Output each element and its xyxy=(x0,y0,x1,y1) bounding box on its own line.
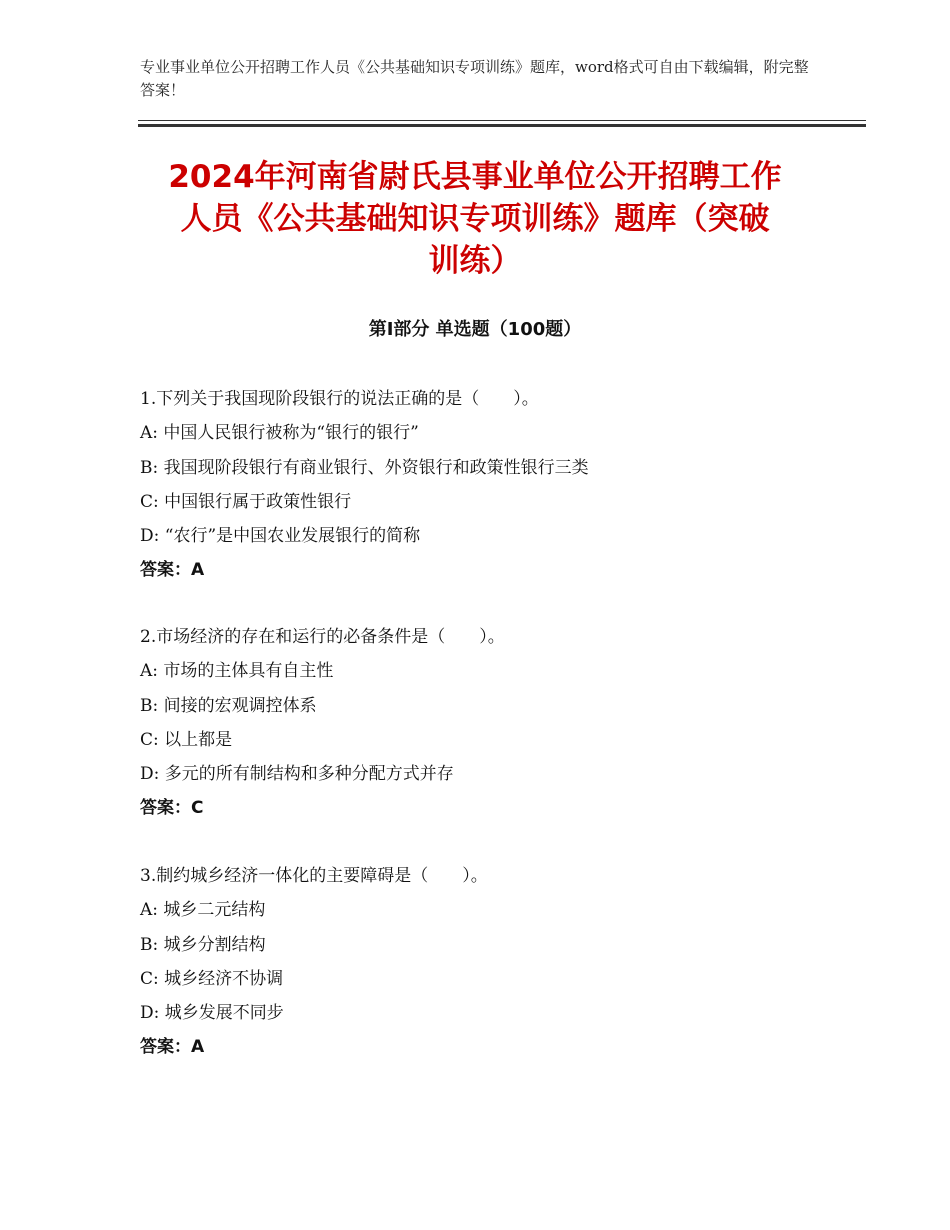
question-1 xyxy=(140,382,860,588)
option-b: B: 我国现阶段银行有商业银行、外资银行和政策性银行三类 xyxy=(140,457,589,478)
question-stem: 2.市场经济的存在和运行的必备条件是（ ）。 xyxy=(140,627,505,647)
question-3 xyxy=(140,859,860,1065)
header-divider-thick xyxy=(138,124,866,127)
option-a: A: 城乡二元结构 xyxy=(140,900,266,921)
title-line-3: 训练） xyxy=(428,243,522,279)
header-divider-thin xyxy=(138,120,866,121)
section-heading: 第I部分 单选题（100题） xyxy=(368,319,582,340)
option-d: D: 多元的所有制结构和多种分配方式并存 xyxy=(140,764,454,785)
option-c: C: 城乡经济不协调 xyxy=(140,968,284,989)
option-c: C: 中国银行属于政策性银行 xyxy=(140,491,352,512)
question-stem: 1.下列关于我国现阶段银行的说法正确的是（ ）。 xyxy=(140,389,539,409)
answer: 答案：A xyxy=(140,560,205,581)
header-note: 专业事业单位公开招聘工作人员《公共基础知识专项训练》题库，word格式可自由下载编辑，附完整答案！ xyxy=(140,58,809,99)
answer: 答案：A xyxy=(140,1037,205,1058)
option-a: A: 市场的主体具有自主性 xyxy=(140,661,334,682)
question-2 xyxy=(140,620,860,826)
option-c: C: 以上都是 xyxy=(140,729,233,750)
option-b: B: 城乡分割结构 xyxy=(140,934,266,955)
option-b: B: 间接的宏观调控体系 xyxy=(140,695,317,716)
title-line-2: 人员《公共基础知识专项训练》题库（突破 xyxy=(180,201,770,237)
option-d: D: “农行”是中国农业发展银行的简称 xyxy=(140,526,421,547)
answer: 答案：C xyxy=(140,798,204,819)
question-stem: 3.制约城乡经济一体化的主要障碍是（ ）。 xyxy=(140,866,488,886)
option-a: A: 中国人民银行被称为“银行的银行” xyxy=(140,423,419,444)
document-title xyxy=(130,156,820,282)
title-line-1: 2024年河南省尉氏县事业单位公开招聘工作 xyxy=(168,159,782,195)
option-d: D: 城乡发展不同步 xyxy=(140,1003,284,1024)
